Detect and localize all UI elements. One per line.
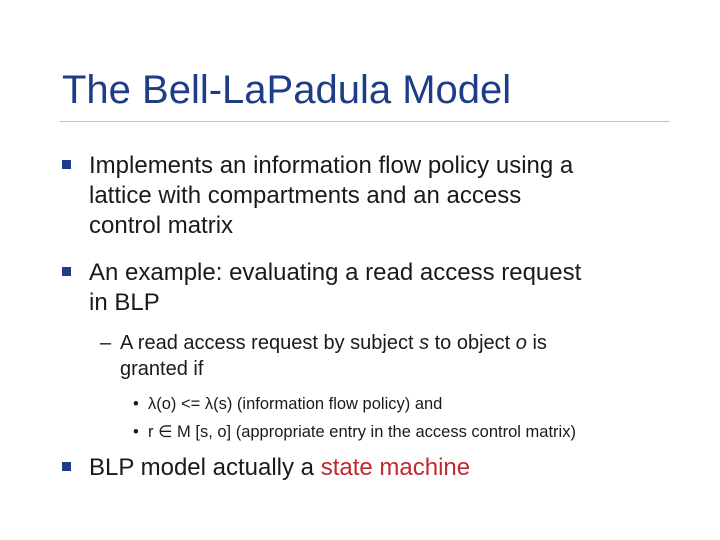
dot-bullet-icon: •: [133, 423, 139, 441]
bullet-text: [89, 258, 689, 318]
bullet-line: An example: evaluating a read access request: [89, 259, 582, 286]
square-bullet-icon: [62, 267, 71, 276]
slide: The Bell-LaPadula Model Implements an information flow policy using a lattice with compartments and an access control matrix An example: evaluating a read access request in BLP – A read access request by subject s to object o is granted if • λ(o) <= λ(s) (information flow policy) and • r ∈ M [s, o] (appropriate entry in the access control matrix) BLP model actually a state machine: [0, 0, 720, 540]
state-machine-highlight: state machine: [320, 454, 471, 481]
sub-bullet-line: A read access request by subject s to object o is: [120, 332, 547, 354]
sub-bullet-text: [120, 330, 660, 382]
dot-bullet-icon: •: [133, 395, 139, 413]
var-o: o: [515, 332, 527, 354]
bullet-line: control matrix: [89, 212, 234, 239]
square-bullet-icon: [62, 462, 71, 471]
slide-title: The Bell-LaPadula Model: [62, 68, 512, 112]
bullet-text: [89, 151, 689, 241]
square-bullet-icon: [62, 160, 71, 169]
sub-bullet-line: granted if: [120, 358, 204, 380]
bullet-text: BLP model actually a state machine: [89, 454, 471, 481]
bullet-line: in BLP: [89, 289, 160, 316]
bullet-line: Implements an information flow policy using a: [89, 152, 574, 179]
title-divider: [60, 121, 670, 122]
bullet-line: lattice with compartments and an access: [89, 182, 522, 209]
var-s: s: [419, 332, 430, 354]
dash-bullet-icon: –: [100, 332, 112, 354]
